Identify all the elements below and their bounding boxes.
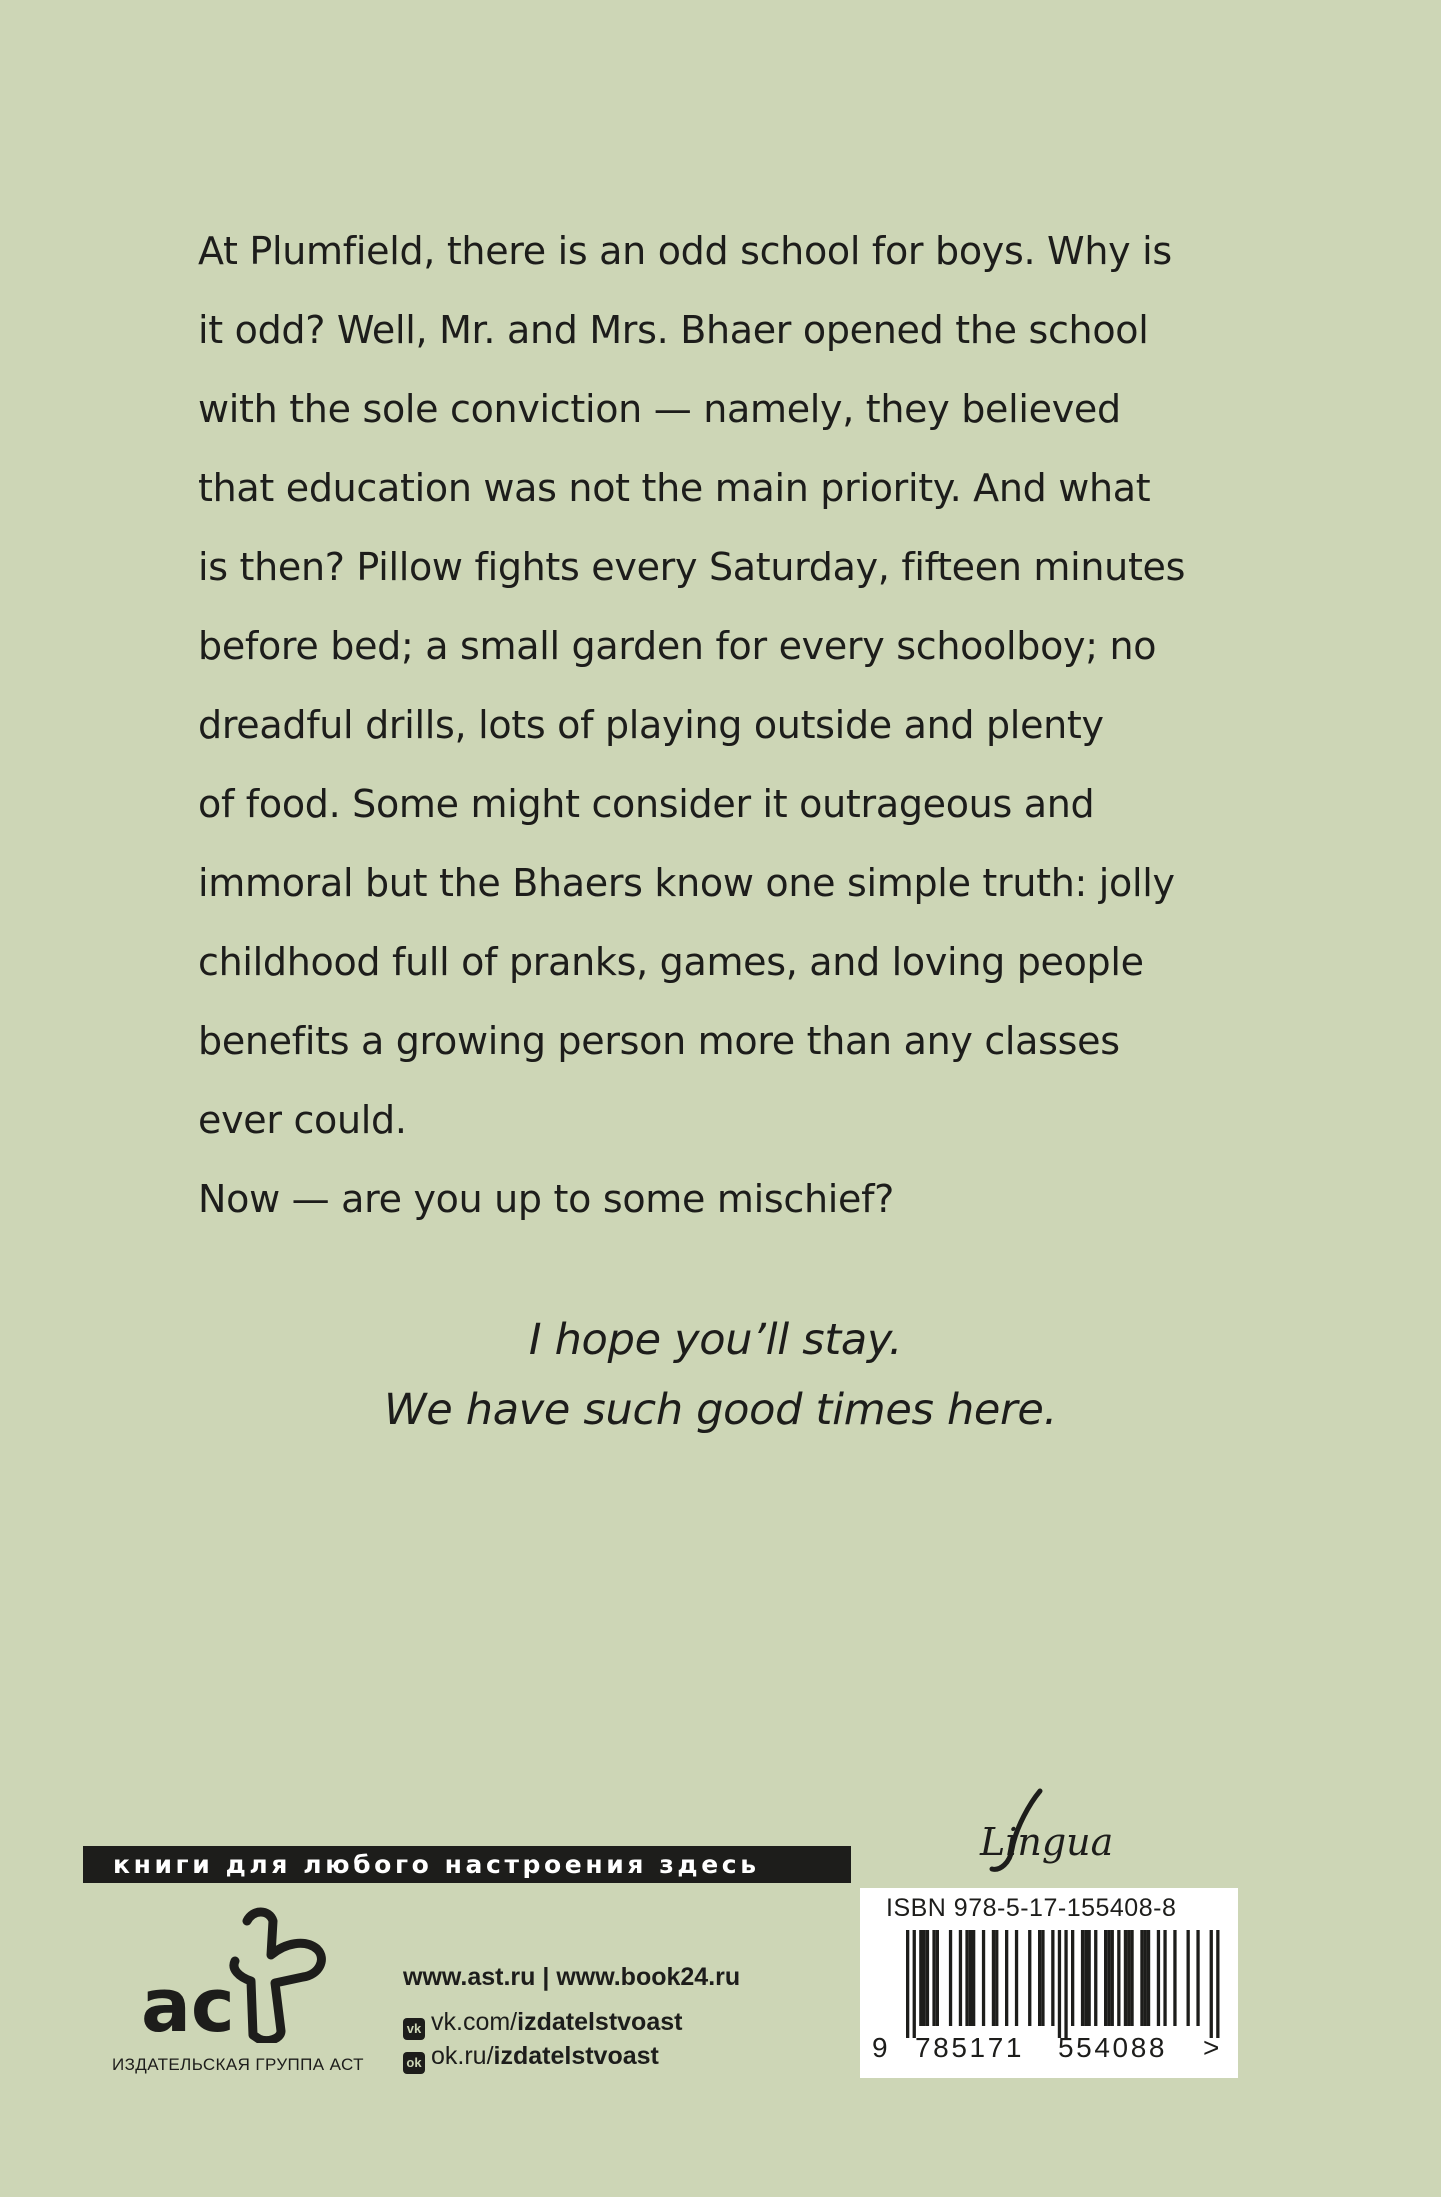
publisher-caption: ИЗДАТЕЛЬСКАЯ ГРУППА АСТ: [112, 2055, 364, 2074]
barcode-bar: [995, 1930, 998, 2026]
blurb-line: before bed; a small garden for every schoolboy; no: [198, 624, 1157, 668]
blurb-line: immoral but the Bhaers know one simple truth: jolly: [198, 861, 1175, 905]
website-links[interactable]: www.ast.ru | www.book24.ru: [403, 1963, 741, 1991]
barcode-bar: [926, 1930, 929, 2026]
vk-prefix: vk.com/: [431, 2008, 518, 2036]
barcode-guard-bar: [1064, 1930, 1067, 2038]
barcode-bar: [932, 1930, 935, 2026]
ean-first-digit: 9: [872, 2032, 888, 2063]
blurb-line: of food. Some might consider it outrageous and: [198, 782, 1095, 826]
barcode-bar: [919, 1930, 922, 2026]
ast-logo-figure: [234, 1912, 321, 2041]
lingua-wordmark: Lingua: [980, 1820, 1114, 1864]
barcode-bar: [1094, 1930, 1097, 2026]
barcode-bar: [923, 1930, 926, 2026]
isbn-barcode: [860, 1888, 1238, 2078]
publisher-links: [403, 1960, 740, 2073]
barcode-bar: [1124, 1930, 1127, 2026]
barcode-bar: [1015, 1930, 1018, 2026]
blurb-line: it odd? Well, Mr. and Mrs. Bhaer opened the school: [198, 308, 1149, 352]
barcode-bar: [1140, 1930, 1143, 2026]
barcode-bar: [1111, 1930, 1114, 2026]
blurb-text: [198, 212, 1238, 1239]
ok-link[interactable]: [403, 2039, 740, 2073]
barcode-bar: [972, 1930, 975, 2026]
tagline-bar: книги для любого настроения здесь: [83, 1846, 851, 1883]
vk-handle: izdatelstvoast: [517, 2008, 683, 2036]
barcode-bar: [1071, 1930, 1074, 2026]
barcode-bars: [876, 1930, 1222, 2038]
barcode-guard-bar: [913, 1930, 916, 2038]
ast-logo-text: ac: [141, 1963, 235, 2043]
barcode-guard-bar: [1058, 1930, 1061, 2038]
pull-quote: [0, 1305, 1441, 1445]
quote-line-1: I hope you’ll stay.: [528, 1315, 903, 1365]
barcode-bar: [992, 1930, 995, 2026]
barcode-bar: [959, 1930, 962, 2026]
barcode-bar: [1187, 1930, 1190, 2026]
barcode-bar: [1196, 1930, 1199, 2026]
barcode-bar: [1005, 1930, 1008, 2026]
barcode-bar: [1173, 1930, 1176, 2026]
barcode-bar: [969, 1930, 972, 2026]
barcode-bar: [1127, 1930, 1130, 2026]
blurb-line: childhood full of pranks, games, and loving people: [198, 940, 1144, 984]
barcode-bar: [949, 1930, 952, 2026]
ast-logo: [135, 1903, 335, 2043]
barcode-bar: [1038, 1930, 1041, 2026]
barcode-bar: [1028, 1930, 1031, 2026]
ean-left-group: 785171: [915, 2032, 1025, 2063]
barcode-bar: [1117, 1930, 1120, 2026]
lingua-imprint-logo: [970, 1783, 1130, 1883]
ok-handle: izdatelstvoast: [493, 2042, 659, 2070]
barcode-guard-bar: [1216, 1930, 1219, 2038]
barcode-bar: [1130, 1930, 1133, 2026]
quote-line-2: We have such good times here.: [384, 1385, 1057, 1435]
barcode-bar: [1144, 1930, 1147, 2026]
ok-prefix: ok.ru/: [431, 2042, 494, 2070]
barcode-bar: [1041, 1930, 1044, 2026]
blurb-line: that education was not the main priority. And what: [198, 466, 1151, 510]
barcode-bar: [965, 1930, 968, 2026]
blurb-line: ever could.: [198, 1098, 407, 1142]
barcode-bar: [1081, 1930, 1084, 2026]
blurb-line: is then? Pillow fights every Saturday, fifteen minutes: [198, 545, 1186, 589]
blurb-line: At Plumfield, there is an odd school for boys. Why is: [198, 229, 1172, 273]
barcode-bar: [1088, 1930, 1091, 2026]
barcode-bar: [1107, 1930, 1110, 2026]
barcode-bar: [982, 1930, 985, 2026]
isbn-number: ISBN 978-5-17-155408-8: [886, 1894, 1177, 1922]
ean-quiet-zone-marker: >: [1203, 2032, 1220, 2063]
vk-icon: vk: [403, 2018, 425, 2040]
barcode-bar: [1104, 1930, 1107, 2026]
barcode-bar: [1157, 1930, 1160, 2026]
odnoklassniki-icon: ok: [403, 2052, 425, 2074]
barcode-bar: [1147, 1930, 1150, 2026]
blurb-line: benefits a growing person more than any classes: [198, 1019, 1120, 1063]
vk-link[interactable]: [403, 2005, 740, 2039]
ean-right-group: 554088: [1058, 2032, 1168, 2063]
barcode-guard-bar: [906, 1930, 909, 2038]
barcode-bar: [1051, 1930, 1054, 2026]
blurb-line: Now — are you up to some mischief?: [198, 1177, 895, 1221]
barcode-bar: [936, 1930, 939, 2026]
blurb-line: dreadful drills, lots of playing outside and plenty: [198, 703, 1104, 747]
barcode-guard-bar: [1210, 1930, 1213, 2038]
barcode-bar: [1163, 1930, 1166, 2026]
barcode-bar: [1084, 1930, 1087, 2026]
blurb-line: with the sole conviction — namely, they believed: [198, 387, 1121, 431]
